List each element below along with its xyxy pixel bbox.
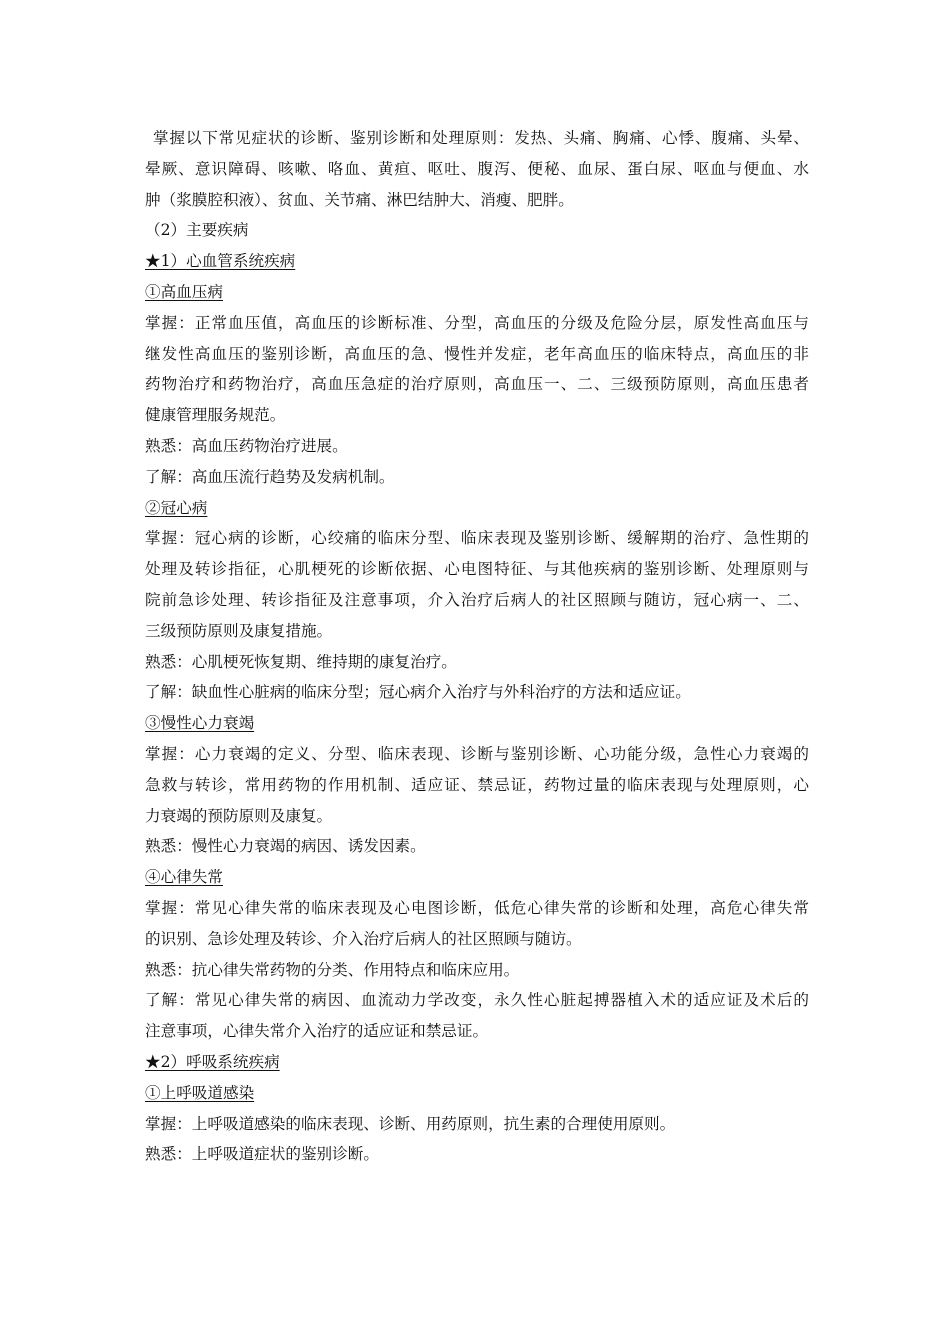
familiar-line: 熟悉：抗心律失常药物的分类、作用特点和临床应用。 bbox=[145, 960, 520, 979]
familiar-line: 熟悉：高血压药物治疗进展。 bbox=[145, 436, 348, 455]
master-line: 掌握：常见心律失常的临床表现及心电图诊断，低危心律失常的诊断和处理，高危心律失常 bbox=[145, 898, 809, 917]
master-line: 健康管理服务规范。 bbox=[145, 406, 286, 425]
master-line: 掌握：上呼吸道感染的临床表现、诊断、用药原则，抗生素的合理使用原则。 bbox=[145, 1114, 676, 1133]
disease-title-text: ③慢性心力衰竭 bbox=[145, 714, 255, 733]
master-line: 掌握：心力衰竭的定义、分型、临床表现、诊断与鉴别诊断、心功能分级，急性心力衰竭的 bbox=[145, 744, 809, 763]
disease-title-text: ②冠心病 bbox=[145, 498, 208, 517]
disease-title-hypertension bbox=[145, 277, 809, 308]
master-line: 的识别、急诊处理及转诊、介入治疗后病人的社区照顾与随访。 bbox=[145, 929, 582, 948]
disease-title-arrhythmia bbox=[145, 862, 809, 893]
disease-title-text: ①上呼吸道感染 bbox=[145, 1083, 255, 1102]
understand-line: 注意事项，心律失常介入治疗的适应证和禁忌证。 bbox=[145, 1022, 489, 1041]
master-line: 急救与转诊，常用药物的作用机制、适应证、禁忌证，药物过量的临床表现与处理原则，心 bbox=[145, 775, 809, 794]
document-body bbox=[145, 123, 809, 1170]
understand-line: 了解：高血压流行趋势及发病机制。 bbox=[145, 467, 395, 486]
system-heading-respiratory: ★2）呼吸系统疾病 bbox=[145, 1052, 280, 1071]
familiar-line: 熟悉：上呼吸道症状的鉴别诊断。 bbox=[145, 1145, 379, 1164]
intro-line: 掌握以下常见症状的诊断、鉴别诊断和处理原则：发热、头痛、胸痛、心悸、腹痛、头晕、 bbox=[153, 129, 809, 147]
master-line: 掌握：正常血压值，高血压的诊断标准、分型，高血压的分级及危险分层，原发性高血压与 bbox=[145, 313, 809, 332]
understand-line: 了解：缺血性心脏病的临床分型；冠心病介入治疗与外科治疗的方法和适应证。 bbox=[145, 683, 691, 702]
master-line: 掌握：冠心病的诊断，心绞痛的临床分型、临床表现及鉴别诊断、缓解期的治疗、急性期的 bbox=[145, 529, 809, 548]
understand-line: 了解：常见心律失常的病因、血流动力学改变，永久性心脏起搏器植入术的适应证及术后的 bbox=[145, 991, 809, 1010]
familiar-line: 熟悉：慢性心力衰竭的病因、诱发因素。 bbox=[145, 837, 426, 856]
intro-line: 肿（浆膜腔积液）、贫血、关节痛、淋巴结肿大、消瘦、肥胖。 bbox=[145, 190, 574, 209]
master-line: 力衰竭的预防原则及康复。 bbox=[145, 806, 333, 825]
familiar-line: 熟悉：心肌梗死恢复期、维持期的康复治疗。 bbox=[145, 652, 457, 671]
disease-title-coronary bbox=[145, 493, 809, 524]
master-line: 三级预防原则及康复措施。 bbox=[145, 621, 333, 640]
section-heading: （2）主要疾病 bbox=[145, 221, 249, 240]
master-line: 继发性高血压的鉴别诊断，高血压的急、慢性并发症，老年高血压的临床特点，高血压的非 bbox=[145, 344, 809, 363]
system-heading-cardiovascular: ★1）心血管系统疾病 bbox=[145, 252, 296, 271]
master-line: 药物治疗和药物治疗，高血压急症的治疗原则，高血压一、二、三级预防原则，高血压患者 bbox=[145, 375, 809, 394]
disease-title-uri bbox=[145, 1078, 809, 1109]
disease-title-heart-failure bbox=[145, 708, 809, 739]
disease-title-text: ①高血压病 bbox=[145, 282, 223, 301]
intro-line: 晕厥、意识障碍、咳嗽、咯血、黄疸、呕吐、腹泻、便秘、血尿、蛋白尿、呕血与便血、水 bbox=[145, 159, 809, 178]
disease-title-text: ④心律失常 bbox=[145, 868, 223, 887]
master-line: 处理及转诊指征，心肌梗死的诊断依据、心电图特征、与其他疾病的鉴别诊断、处理原则与 bbox=[145, 560, 809, 579]
master-line: 院前急诊处理、转诊指征及注意事项，介入治疗后病人的社区照顾与随访，冠心病一、二、 bbox=[145, 590, 809, 609]
